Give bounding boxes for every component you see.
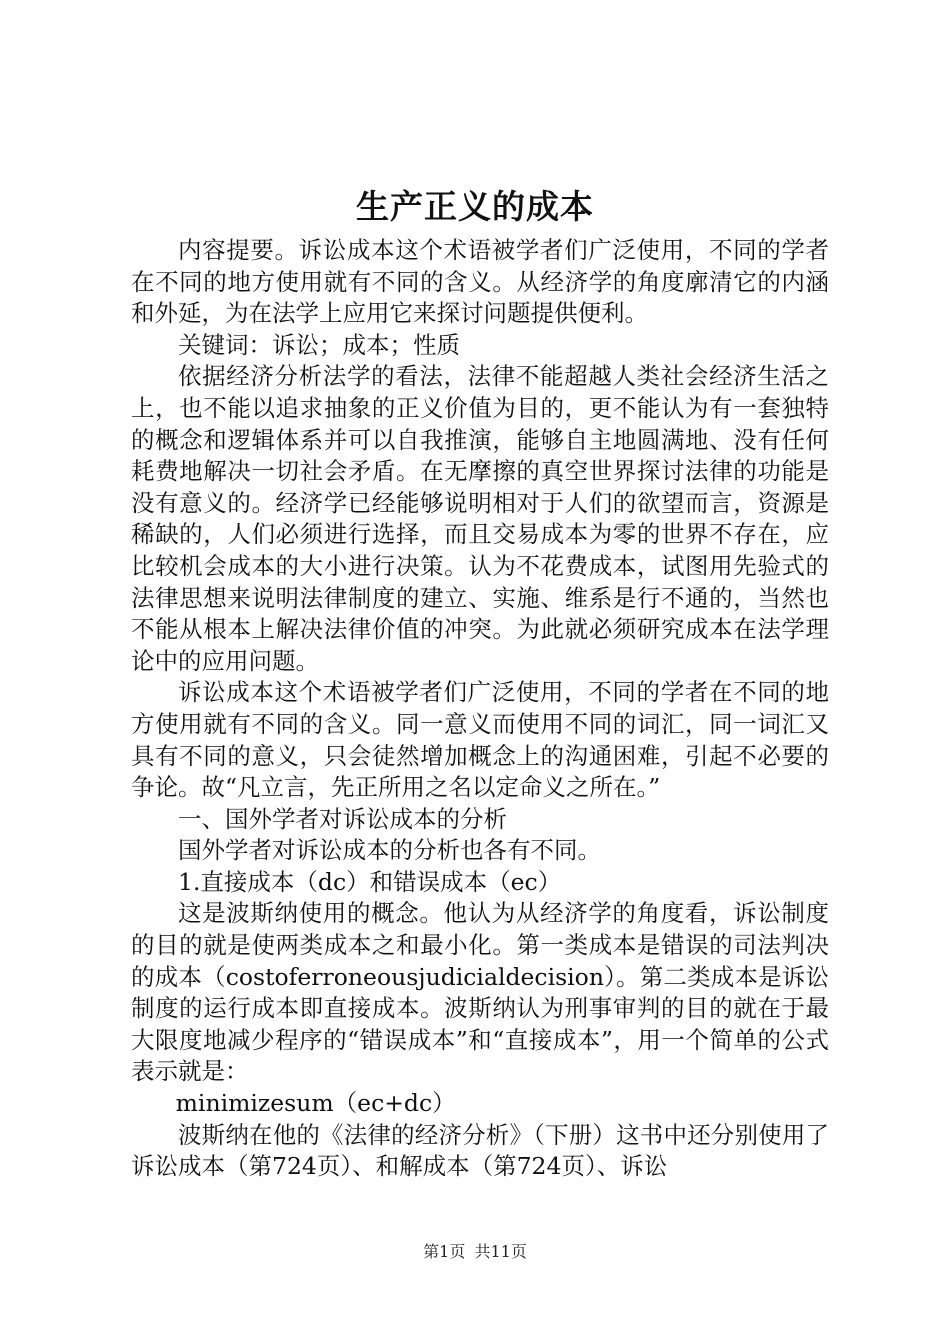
document-body xyxy=(131,235,829,1183)
body-paragraph: 依据经济分析法学的看法，法律不能超越人类社会经济生活之上，也不能以追求抽象的正义价值为目的，更不能认为有一套独特的概念和逻辑体系并可以自我推演，能够自主地圆满地、没有任何耗费地解决一切社会矛盾。在无摩擦的真空世界探讨法律的功能是没有意义的。经济学已经能够说明相对于人们的欲望而言，资源是稀缺的，人们必须进行选择，而且交易成本为零的世界不存在，应比较机会成本的大小进行决策。认为不花费成本，试图用先验式的法律思想来说明法律制度的建立、实施、维系是行不通的，当然也不能从根本上解决法律价值的冲突。为此就必须研究成本在法学理论中的应用问题。 xyxy=(131,362,829,675)
page-number: 第1页 xyxy=(423,1242,466,1261)
formula-line: minimizesum（ec+dc） xyxy=(175,1089,456,1118)
abstract-paragraph: 内容提要。诉讼成本这个术语被学者们广泛使用，不同的学者在不同的地方使用就有不同的含义。从经济学的角度廓清它的内涵和外延，为在法学上应用它来探讨问题提供便利。 xyxy=(131,236,829,328)
body-paragraph: 这是波斯纳使用的概念。他认为从经济学的角度看，诉讼制度的目的就是使两类成本之和最小化。第一类成本是错误的司法判决的成本（costoferroneousjudicialdecision）。第二类成本是诉讼制度的运行成本即直接成本。波斯纳认为刑事审判的目的就在于最大限度地减少程序的“错误成本”和“直接成本”，用一个简单的公式表示就是： xyxy=(131,899,829,1086)
subsection-heading: 1.直接成本（dc）和错误成本（ec） xyxy=(178,867,562,896)
section-heading: 一、国外学者对诉讼成本的分析 xyxy=(178,804,507,833)
body-paragraph: 波斯纳在他的《法律的经济分析》（下册）这书中还分别使用了诉讼成本（第724页）、和解成本（第724页）、诉讼 xyxy=(131,1120,829,1181)
body-paragraph: 诉讼成本这个术语被学者们广泛使用，不同的学者在不同的地方使用就有不同的含义。同一意义而使用不同的词汇，同一词汇又具有不同的意义，只会徒然增加概念上的沟通困难，引起不必要的争论。故“凡立言，先正所用之名以定命义之所在。” xyxy=(131,678,829,802)
body-paragraph: 国外学者对诉讼成本的分析也各有不同。 xyxy=(178,836,601,865)
total-pages: 共11页 xyxy=(474,1242,527,1261)
keywords-paragraph: 关键词：诉讼；成本；性质 xyxy=(178,330,460,359)
document-title: 生产正义的成本 xyxy=(356,187,594,226)
page-footer xyxy=(0,1240,950,1264)
